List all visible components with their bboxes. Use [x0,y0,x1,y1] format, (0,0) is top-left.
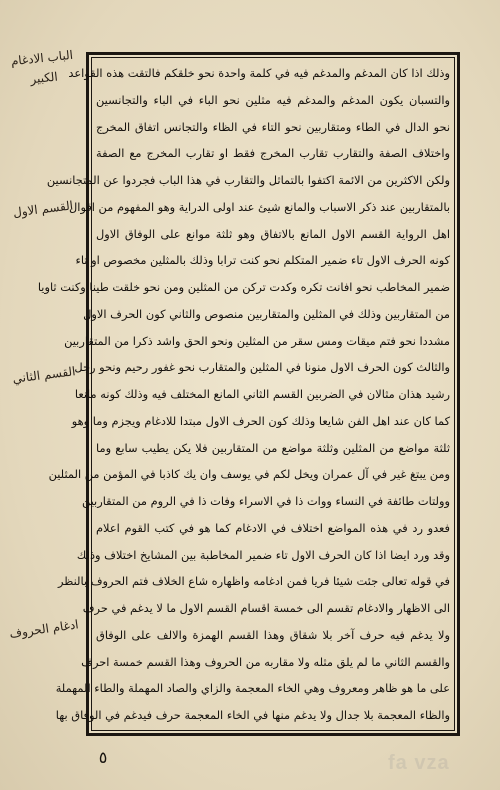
text-line: ضمير المخاطب نحو افانت تكره وكدت تركن من المثلين ومن نحو خلقت طينا وكنت ثاويا [37,280,450,294]
text-line: فعدو رد في هذه المواضع اختلاف في الادغام كما هو في كتب القوم اعلام [96,520,450,535]
text-line: رشيد هذان مثالان في الضربين القسم الثاني المانع المختلف فيه وذلك كونه مانعا [74,387,450,401]
text-line: والتسبان يكون المدغم والمدغم فيه مثلين نحو الباء في الباء والتجانسين [96,92,450,107]
margin-note-line: الباب الادغام [10,47,74,69]
text-line: كونه الحرف الاول تاء ضمير المتكلم نحو كنت ترابا وذلك بالمثلين مخصوص او تاء [75,253,450,268]
text-line: اهل الرواية القسم الاول المانع بالاتفاق وهو ثلثة موانع على الوفاق الاول [96,226,450,241]
text-line: وقد ورد ايضا اذا كان الحرف الاول تاء ضمير المخاطبة بين المشايخ اختلاف وذلك [76,547,450,562]
text-line: الى الاظهار والادغام تقسم الى خمسة اقسام القسم الاول ما لا يدغم في حرف [82,601,450,615]
margin-note-section-one: القسم الاول [12,198,74,220]
margin-note-line: الكبير [29,69,59,87]
text-line: ولكن الاكثرين من الائمة اكتفوا بالتماثل والتقارب في هذا الباب فجردوا عن المتجانسين [46,173,450,187]
text-line: مشددا نحو فتم ميقات ومس سقر من المثلين ونحو الحق واشد ذكرا من المتقاربين [64,333,450,348]
text-line: واختلاف الصفة والتقارب تقارب المخرج فقط او تقارب المخرج مع الصفة [96,146,450,161]
text-line: نحو الدال في الطاء ومتقاربين نحو التاء في الظاء والتجانس اتفاق المخرج [96,119,450,134]
text-line: وذلك اذا كان المدغم والمدغم فيه في كلمة واحدة نحو خلقكم فالتقت هذه القواعد [68,66,450,80]
text-line: ثلثة مواضع من المثلين وثلثة مواضع من المتقاربين فلا يكن يطيب سابع وما [96,440,450,455]
text-line: والظاء المعجمة بلا جدال ولا يدغم منها في الخاء المعجمة حرف فيدغم في الوفاق بها [55,708,450,722]
text-line: ومن يبتغ غير في آل عمران ويخل لكم في يوسف وان يك كاذبا في المؤمن من المثلين [48,467,450,482]
page-number: ٥ [98,748,108,767]
text-line: كما كان عند اهل الفن شايعا وذلك كون الحرف الاول مبتدا للادغام ويجزم وما وهو [71,413,450,428]
text-line: على ما هو ظاهر ومعروف وهي الخاء المعجمة والزاي والصاد المهملة والطاء المهملة [55,681,450,696]
text-line: بالمتقاربين عند ذكر الاسباب والمانع شيئ عند اولى الدراية وهو المفهوم من اقوال [69,199,450,214]
text-line: ولا يدغم فيه حرف آخر بلا شقاق وهذا القسم الهمزة والالف على الوفاق [96,627,450,642]
text-line: من المتقاربين وذلك في المثلين والمتقاربين منصوص والثاني كون الحرف الاول [83,306,450,321]
text-line: والثالث كون الحرف الاول منونا في المثلين والمتقارب نحو غفور رحيم ونحو رجل [74,360,450,375]
watermark: fa vza [388,752,450,774]
margin-note-letters: ادغام الحروف [8,617,80,641]
text-line: وولتات طائفة في النساء ووات ذا في الاسراء وفات ذا في الروم من المتقاربين [81,494,450,508]
text-line: والقسم الثاني ما لم يلق مثله ولا مقاربه من الحروف وهذا القسم خمسة احرف [81,654,450,669]
text-line: في قوله تعالى جئت شيئا فريا فمن ادغامه واظهاره شاع الخلاف فتم الحروف بالنظر [57,574,450,589]
margin-note-section-two: القسم الثاني [11,364,77,386]
